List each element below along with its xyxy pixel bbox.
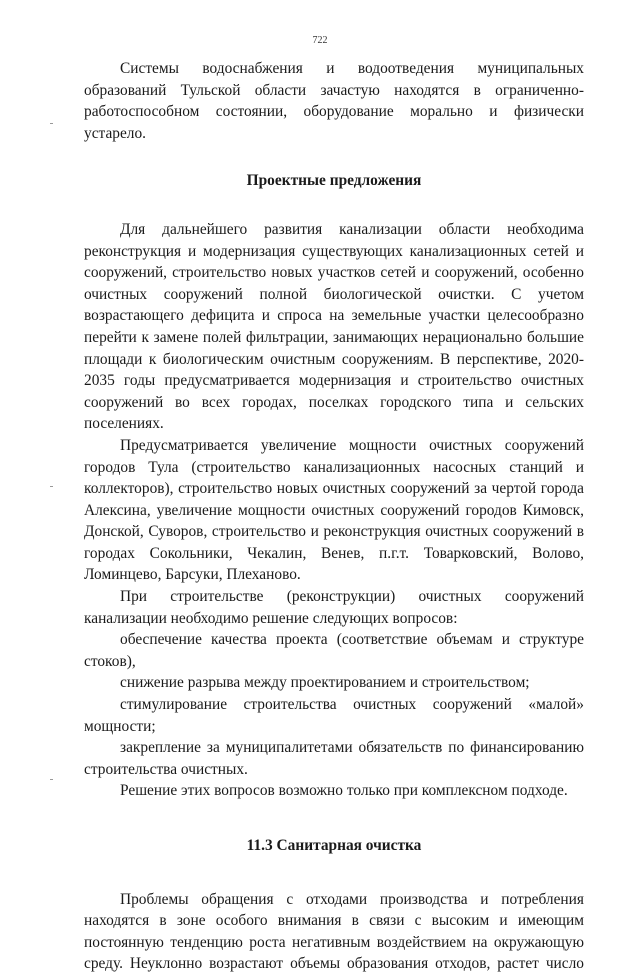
paragraph-issues-intro: При строительстве (реконструкции) очистных сооружений канализации необходимо решение следующих вопросов: xyxy=(84,588,584,627)
page-number: 722 xyxy=(312,35,328,46)
paragraph-development: Для дальнейшего развития канализации области необходима реконструкция и модернизация существующих канализационных сетей и сооружений, строительство новых участков сетей и сооружений, особенно очистных сооружений полной биологической очистки. С учетом возрастающего дефицита и спроса на земельные участки целесообразно перейти к замене полей фильтрации, занимающих нерационально большие площади к биологическим очистным сооружениям. В перспективе, 2020-2035 годы предусматривается модернизация и строительство очистных сооружений во всех городах, поселках городского типа и сельских поселениях. xyxy=(84,220,584,433)
list-item-municipal-obligations: закрепление за муниципалитетами обязательств по финансированию строительства очистных. xyxy=(84,739,584,778)
margin-mark xyxy=(50,486,53,487)
section-heading-proposals: Проектные предложения xyxy=(246,172,422,190)
paragraph-waste-management: Проблемы обращения с отходами производства и потребления находятся в зоне особого внимания в связи с высоким и имеющим постоянную тенденцию роста негативным воздействием на окружающую среду. Неуклонно возрастают объемы образования отходов, растет число xyxy=(84,890,584,973)
margin-mark xyxy=(50,123,53,124)
paragraph-capacity-increase: Предусматривается увеличение мощности очистных сооружений городов Тула (строительство канализационных насосных станций и коллекторов), строительство новых очистных сооружений за чертой города Алексина, увеличение мощности очистных сооружений городов Кимовск, Донской, Суворов, строительство и реконструкция очистных сооружений в городах Сокольники, Чекалин, Венев, п.г.т. Товарковский, Волово, Ломинцево, Барсуки, Плеханово. xyxy=(84,436,584,584)
margin-mark xyxy=(50,779,53,780)
paragraph-intro: Системы водоснабжения и водоотведения муниципальных образований Тульской области зачастую находятся в ограниченно-работоспособном состоянии, оборудование морально и физически устарело. xyxy=(84,60,584,142)
section-heading-sanitary-cleaning: 11.3 Санитарная очистка xyxy=(246,837,422,854)
list-item-reduce-gap: снижение разрыва между проектированием и строительством; xyxy=(120,674,530,692)
list-item-small-capacity: стимулирование строительства очистных сооружений «малой» мощности; xyxy=(84,696,584,735)
paragraph-solution: Решение этих вопросов возможно только при комплексном подходе. xyxy=(120,782,568,800)
list-item-project-quality: обеспечение качества проекта (соответствие объемам и структуре стоков), xyxy=(84,631,584,670)
page-body xyxy=(84,58,584,975)
